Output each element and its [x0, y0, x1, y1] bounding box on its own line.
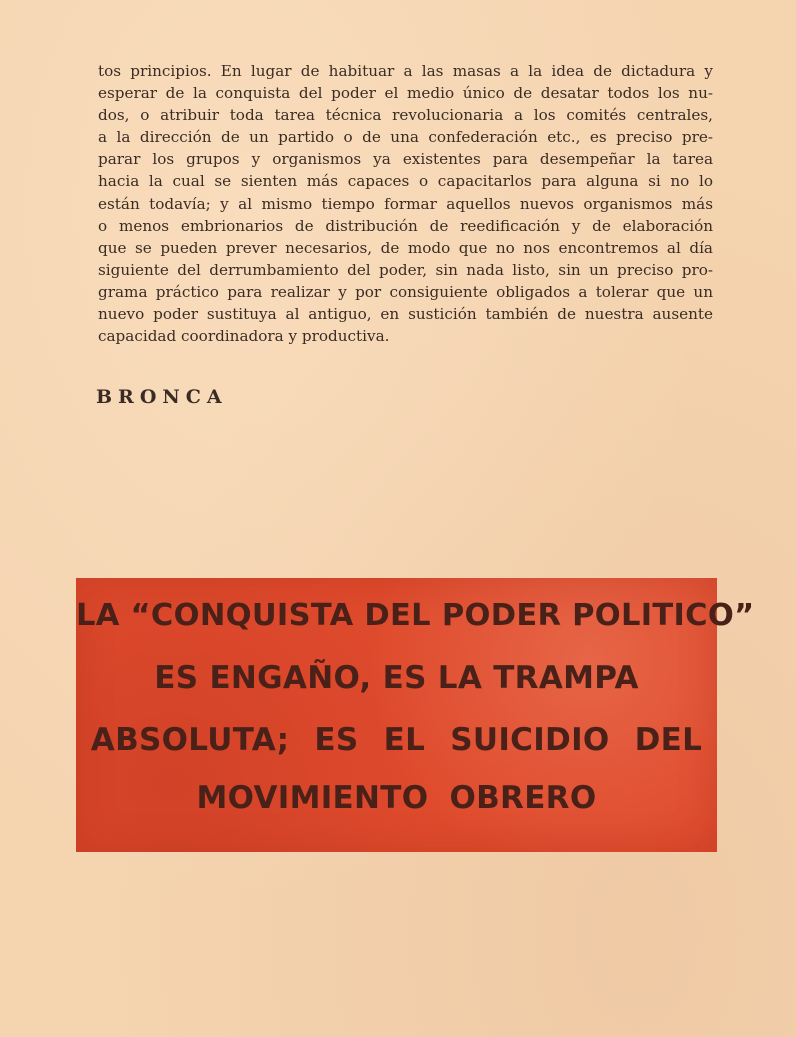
- body-line: parar los grupos y organismos ya existentes para desempeñar la tarea: [98, 150, 713, 169]
- body-line: que se pueden prever necesarios, de modo que no nos encontremos al día: [98, 238, 713, 257]
- body-line: están todavía; y al mismo tiempo formar aquellos nuevos organismos más: [98, 194, 713, 213]
- body-line: siguiente del derrumbamiento del poder, sin nada listo, sin un preciso pro-: [98, 260, 713, 279]
- body-line-last: capacidad coordinadora y productiva.: [98, 327, 390, 346]
- body-line: tos principios. En lugar de habituar a las masas a la idea de dictadura y: [98, 62, 713, 80]
- author-signature: BRONCA: [96, 386, 228, 408]
- banner-line-4: MOVIMIENTO OBRERO: [196, 780, 597, 816]
- body-paragraph: [98, 60, 713, 347]
- banner-line-1: LA “CONQUISTA DEL PODER POLITICO”: [76, 598, 755, 633]
- body-line: hacia la cual se sienten más capaces o capacitarlos para alguna si no lo: [98, 172, 713, 191]
- slogan-banner: [76, 578, 755, 852]
- body-line: esperar de la conquista del poder el medio único de desatar todos los nu-: [98, 84, 713, 103]
- body-line: dos, o atribuir toda tarea técnica revolucionaria a los comités centrales,: [98, 106, 713, 125]
- banner-line-3: ABSOLUTA; ES EL SUICIDIO DEL: [90, 722, 703, 758]
- body-line: nuevo poder sustituya al antiguo, en sustición también de nuestra ausente: [98, 305, 713, 324]
- body-line: a la dirección de un partido o de una confederación etc., es preciso pre-: [98, 128, 713, 147]
- banner-line-2: ES ENGAÑO, ES LA TRAMPA: [154, 660, 639, 696]
- body-line: o menos embrionarios de distribución de reedificación y de elaboración: [98, 216, 713, 235]
- body-line: grama práctico para realizar y por consiguiente obligados a tolerar que un: [98, 282, 713, 301]
